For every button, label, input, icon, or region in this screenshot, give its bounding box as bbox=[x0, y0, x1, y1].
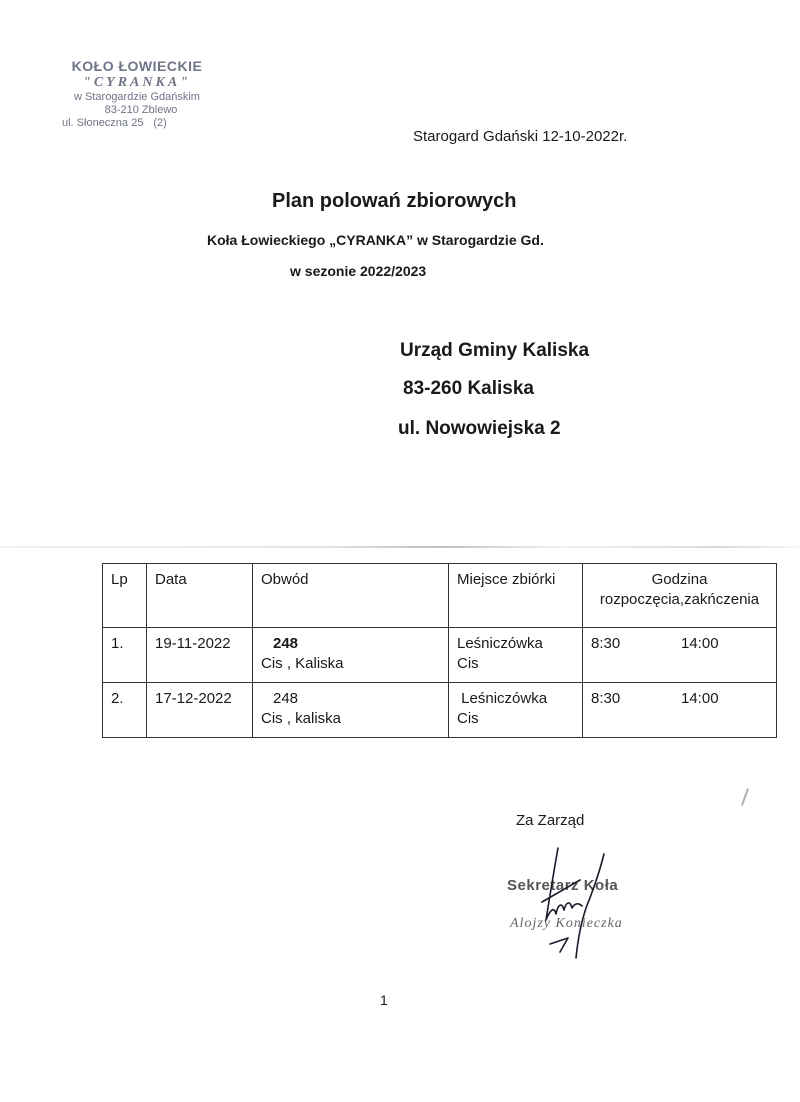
miejsce-line-2: Cis bbox=[457, 655, 479, 672]
association-stamp bbox=[52, 58, 222, 130]
cell-godzina bbox=[583, 628, 777, 683]
miejsce-line-1: Leśniczówka bbox=[457, 690, 548, 707]
cell-miejsce bbox=[449, 683, 583, 738]
cell-lp: 2. bbox=[103, 683, 147, 738]
stamp-line-3: w Starogardzie Gdańskim bbox=[74, 91, 200, 103]
header-lp: Lp bbox=[103, 564, 147, 628]
obwod-number: 248 bbox=[273, 690, 299, 707]
cell-miejsce bbox=[449, 628, 583, 683]
scan-artifact-line bbox=[0, 546, 800, 548]
handwritten-signature bbox=[520, 840, 630, 960]
time-start: 8:30 bbox=[591, 690, 621, 707]
header-miejsce: Miejsce zbiórki bbox=[449, 564, 583, 628]
time-start: 8:30 bbox=[591, 635, 621, 652]
header-godzina-line-1: Godzina bbox=[651, 571, 708, 588]
cell-data: 17-12-2022 bbox=[147, 683, 253, 738]
pencil-mark bbox=[741, 788, 749, 806]
stamp-street: ul. Słoneczna 25 bbox=[62, 117, 144, 129]
table-row bbox=[103, 683, 777, 738]
cell-godzina bbox=[583, 683, 777, 738]
hunt-plan-table bbox=[102, 563, 777, 738]
document-subtitle: Koła Łowieckiego „CYRANKA” w Starogardzie Gd. bbox=[207, 232, 544, 248]
secretary-stamp-title: Sekretarz Koła bbox=[507, 877, 619, 894]
time-end: 14:00 bbox=[681, 690, 719, 707]
recipient-line-2: 83-260 Kaliska bbox=[403, 378, 534, 399]
secretary-stamp-name: Alojzy Konieczka bbox=[510, 916, 623, 931]
recipient-line-3: ul. Nowowiejska 2 bbox=[398, 418, 561, 439]
obwod-number: 248 bbox=[273, 635, 299, 652]
season-line: w sezonie 2022/2023 bbox=[290, 263, 427, 279]
header-data: Data bbox=[147, 564, 253, 628]
page-number: 1 bbox=[380, 992, 388, 1008]
cell-data: 19-11-2022 bbox=[147, 628, 253, 683]
table-header-row bbox=[103, 564, 777, 628]
recipient-line-1: Urząd Gminy Kaliska bbox=[400, 340, 590, 361]
table-row bbox=[103, 628, 777, 683]
cell-obwod bbox=[253, 628, 449, 683]
miejsce-line-2: Cis bbox=[457, 710, 479, 727]
miejsce-line-1: Leśniczówka bbox=[457, 635, 543, 652]
place-date: Starogard Gdański 12-10-2022r. bbox=[413, 128, 628, 145]
header-godzina-line-2: rozpoczęcia,zakńczenia bbox=[599, 591, 760, 608]
signoff-label: Za Zarząd bbox=[516, 812, 585, 829]
stamp-line-1: KOŁO ŁOWIECKIE bbox=[71, 58, 203, 74]
stamp-line-4: 83-210 Zblewo bbox=[104, 104, 178, 116]
document-title: Plan polowań zbiorowych bbox=[272, 190, 517, 212]
stamp-line-2: "CYRANKA" bbox=[83, 75, 191, 90]
header-godzina bbox=[583, 564, 777, 628]
obwod-name: Cis , Kaliska bbox=[261, 655, 344, 672]
cell-lp: 1. bbox=[103, 628, 147, 683]
time-end: 14:00 bbox=[681, 635, 719, 652]
header-obwod: Obwód bbox=[253, 564, 449, 628]
cell-obwod bbox=[253, 683, 449, 738]
obwod-name: Cis , kaliska bbox=[261, 710, 342, 727]
stamp-line-5 bbox=[52, 117, 222, 130]
stamp-code: (2) bbox=[153, 117, 167, 129]
